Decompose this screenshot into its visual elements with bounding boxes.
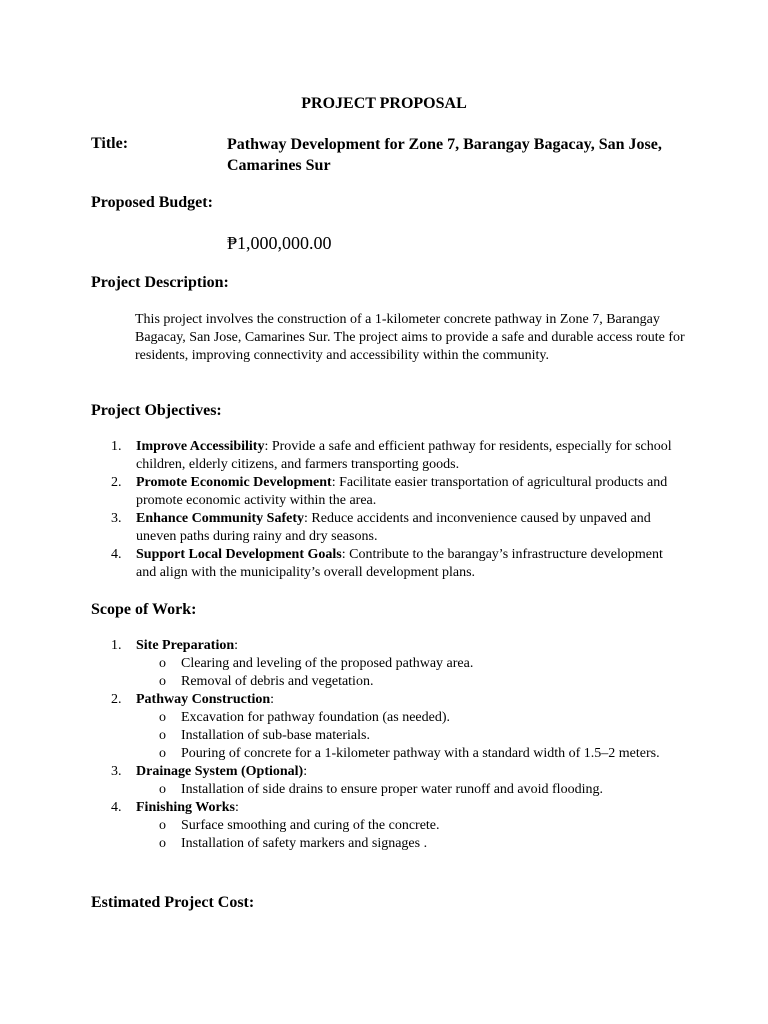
bullet-icon: o <box>159 746 166 761</box>
scope-subitem <box>0 745 661 763</box>
list-number: 4. <box>111 547 122 562</box>
objective-label: Support Local Development Goals <box>136 547 342 562</box>
list-number: 3. <box>111 764 122 779</box>
scope-subitem <box>0 727 661 745</box>
bullet-icon: o <box>159 782 166 797</box>
bullet-icon: o <box>159 728 166 743</box>
scope-list <box>0 637 768 853</box>
scope-item <box>0 637 686 655</box>
objective-text: : Facilitate easier transportation of agricultural products and promote economic activity within the area. <box>136 475 668 508</box>
objectives-list <box>0 438 768 582</box>
list-number: 1. <box>111 638 122 653</box>
objective-text: : Contribute to the barangay’s infrastructure development and align with the municipality’s overall development plans. <box>136 547 663 580</box>
scope-colon: : <box>234 638 239 653</box>
scope-heading: Scope of Work: <box>91 601 197 618</box>
bullet-icon: o <box>159 674 166 689</box>
scope-item <box>0 763 686 781</box>
list-number: 4. <box>111 800 122 815</box>
project-title: Pathway Development for Zone 7, Barangay Bagacay, San Jose, Camarines Sur <box>227 136 662 174</box>
bullet-icon: o <box>159 836 166 851</box>
scope-label: Finishing Works <box>136 800 235 815</box>
scope-item <box>0 799 686 817</box>
bullet-icon: o <box>159 656 166 671</box>
description-text: This project involves the construction of a 1-kilometer concrete pathway in Zone 7, Barangay Bagacay, San Jose, Camarines Sur. The project aims to provide a safe and durable access route for residents, improving connectivity and accessibility within the community. <box>135 312 685 363</box>
subitem-text: Removal of debris and vegetation. <box>181 674 374 689</box>
scope-label: Pathway Construction <box>136 692 271 707</box>
scope-subitem <box>0 709 661 727</box>
objective-label: Enhance Community Safety <box>136 511 305 526</box>
objective-item <box>0 510 686 546</box>
bullet-icon: o <box>159 710 166 725</box>
bullet-icon: o <box>159 818 166 833</box>
list-number: 2. <box>111 692 122 707</box>
objective-text: : Reduce accidents and inconvenience caused by unpaved and uneven paths during rainy and dry seasons. <box>136 511 651 544</box>
list-number: 1. <box>111 439 122 454</box>
scope-subitem <box>0 655 661 673</box>
list-number: 3. <box>111 511 122 526</box>
scope-subitem <box>0 817 661 835</box>
scope-subitem <box>0 835 661 853</box>
scope-item <box>0 691 686 709</box>
budget-heading: Proposed Budget: <box>91 194 213 211</box>
objective-item <box>0 474 686 510</box>
scope-colon: : <box>234 800 239 815</box>
objectives-heading: Project Objectives: <box>91 402 222 419</box>
objective-item <box>0 438 686 474</box>
objective-label: Promote Economic Development <box>136 475 332 490</box>
document-title: PROJECT PROPOSAL <box>301 95 467 112</box>
list-number: 2. <box>111 475 122 490</box>
scope-subitem <box>0 781 661 799</box>
subitem-text: Pouring of concrete for a 1-kilometer pathway with a standard width of 1.5–2 meters. <box>181 746 660 761</box>
description-heading: Project Description: <box>91 274 229 291</box>
scope-label: Drainage System (Optional) <box>136 764 304 779</box>
objective-label: Improve Accessibility <box>136 439 265 454</box>
subitem-text: Clearing and leveling of the proposed pathway area. <box>181 656 474 671</box>
scope-label: Site Preparation <box>136 638 235 653</box>
subitem-text: Excavation for pathway foundation (as needed). <box>181 710 451 725</box>
budget-amount: ₱1,000,000.00 <box>227 233 332 253</box>
subitem-text: Installation of sub-base materials. <box>181 728 370 743</box>
scope-colon: : <box>270 692 275 707</box>
title-label: Title: <box>91 135 129 152</box>
subitem-text: Installation of safety markers and signages . <box>181 836 428 851</box>
cost-heading: Estimated Project Cost: <box>91 894 255 911</box>
subitem-text: Surface smoothing and curing of the concrete. <box>181 818 440 833</box>
objective-item <box>0 546 686 582</box>
scope-subitem <box>0 673 661 691</box>
subitem-text: Installation of side drains to ensure proper water runoff and avoid flooding. <box>181 782 603 797</box>
scope-colon: : <box>303 764 308 779</box>
objective-text: : Provide a safe and efficient pathway for residents, especially for school children, elderly citizens, and farmers transporting goods. <box>136 439 672 472</box>
